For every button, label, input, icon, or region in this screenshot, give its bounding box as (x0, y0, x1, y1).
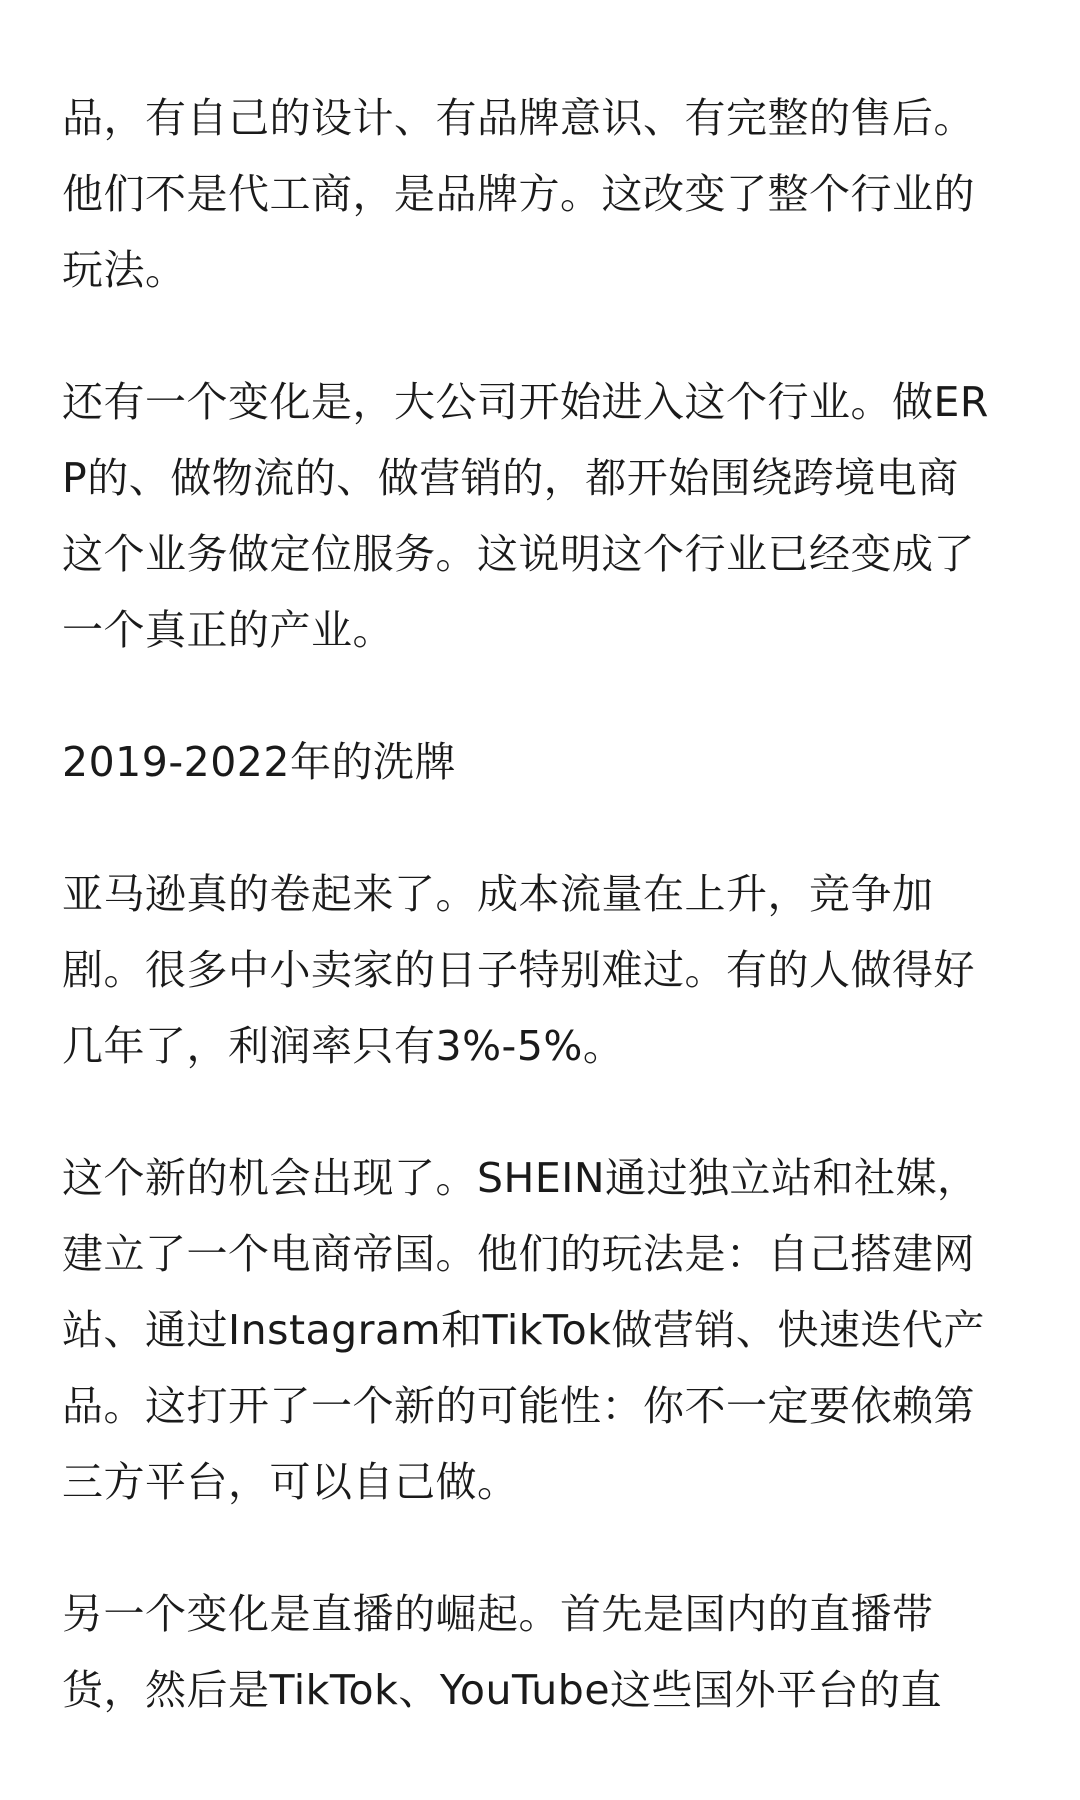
text-line: 玩法。 (62, 246, 187, 294)
paragraph-livestream (62, 1576, 1022, 1728)
article-body (62, 80, 1022, 1784)
text-line: 品。这打开了一个新的可能性：你不一定要依赖第 (62, 1382, 975, 1430)
text-line: 货，然后是TikTok、YouTube这些国外平台的直 (62, 1666, 943, 1714)
text-line: 他们不是代工商，是品牌方。这改变了整个行业的 (62, 170, 975, 218)
text-line: 另一个变化是直播的崛起。首先是国内的直播带 (62, 1590, 934, 1638)
text-line: 一个真正的产业。 (62, 606, 394, 654)
section-heading-text: 2019-2022年的洗牌 (62, 738, 456, 786)
paragraph-big-companies (62, 364, 1022, 668)
text-line: P的、做物流的、做营销的，都开始围绕跨境电商 (62, 454, 959, 502)
paragraph-amazon (62, 856, 1022, 1084)
text-line: 这个新的机会出现了。SHEIN通过独立站和社媒， (62, 1154, 979, 1202)
text-line: 品，有自己的设计、有品牌意识、有完整的售后。 (62, 94, 975, 142)
text-line: 建立了一个电商帝国。他们的玩法是：自己搭建网 (62, 1230, 975, 1278)
text-line: 站、通过Instagram和TikTok做营销、快速迭代产 (62, 1306, 985, 1354)
paragraph-brand (62, 80, 1022, 308)
paragraph-shein (62, 1140, 1022, 1520)
text-line: 几年了，利润率只有3%-5%。 (62, 1022, 625, 1070)
text-line: 三方平台，可以自己做。 (62, 1458, 519, 1506)
section-heading (62, 724, 1022, 800)
text-line: 剧。很多中小卖家的日子特别难过。有的人做得好 (62, 946, 975, 994)
text-line: 这个业务做定位服务。这说明这个行业已经变成了 (62, 530, 975, 578)
text-line: 亚马逊真的卷起来了。成本流量在上升，竞争加 (62, 870, 934, 918)
text-line: 还有一个变化是，大公司开始进入这个行业。做ER (62, 378, 989, 426)
